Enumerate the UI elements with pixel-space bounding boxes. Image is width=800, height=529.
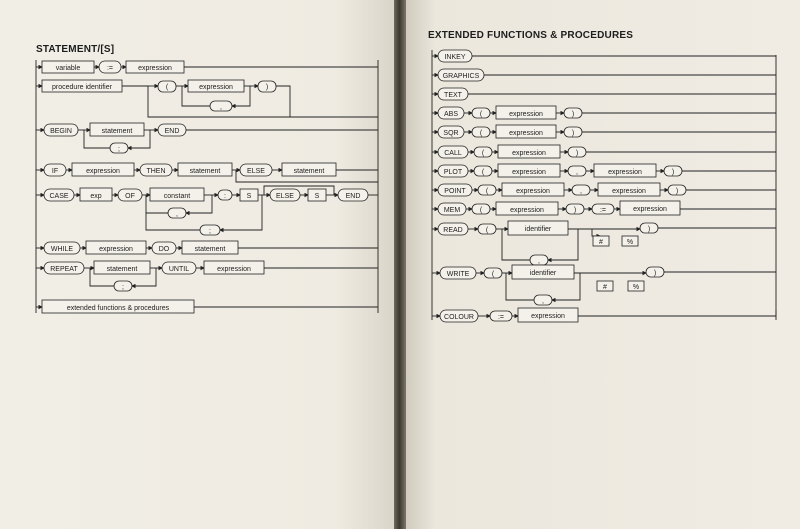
symbol-assign: := (106, 65, 114, 72)
symbol-semicolon: ; (118, 146, 120, 153)
symbol-close-paren: ) (575, 150, 579, 157)
symbol-comma: , (580, 188, 582, 195)
statement-title: STATEMENT/[S] (36, 44, 115, 55)
symbol-comma: , (538, 258, 540, 265)
diagram-row-inkey (432, 50, 776, 62)
keyword-plot: PLOT (443, 169, 463, 176)
diagram-row-read (432, 221, 776, 265)
box-constant: constant (163, 193, 191, 200)
box-expression: expression (199, 84, 233, 91)
box-expression: expression (138, 65, 172, 72)
keyword-if: IF (51, 168, 59, 175)
box-expression: expression (612, 188, 646, 195)
box-expression: expression (510, 207, 544, 214)
symbol-open-paren: ( (165, 84, 169, 91)
keyword-then: THEN (146, 168, 166, 175)
box-exp: exp (90, 193, 102, 200)
extended-functions-title: EXTENDED FUNCTIONS & PROCEDURES (428, 30, 634, 41)
box-statement: statement (194, 246, 226, 253)
keyword-abs: ABS (443, 111, 459, 118)
symbol-close-paren: ) (571, 130, 575, 137)
diagram-row-assign (36, 61, 378, 73)
keyword-while: WHILE (50, 246, 74, 253)
box-statement: statement (293, 168, 325, 175)
box-expression: expression (531, 313, 565, 320)
symbol-open-paren: ( (481, 169, 485, 176)
keyword-inkey: INKEY (444, 54, 466, 61)
box-identifier: identifier (529, 270, 557, 277)
keyword-end: END (164, 128, 180, 135)
symbol-open-paren: ( (479, 130, 483, 137)
symbol-comma: , (542, 298, 544, 305)
diagram-row-sqr (432, 125, 776, 138)
keyword-colour: COLOUR (444, 314, 474, 321)
box-expression: expression (516, 188, 550, 195)
keyword-call: CALL (444, 150, 462, 157)
keyword-of: OF (125, 193, 135, 200)
diagram-row-if (36, 163, 378, 182)
keyword-graphics: GRAPHICS (442, 73, 480, 80)
box-expression: expression (512, 169, 546, 176)
symbol-close-paren: ) (265, 84, 269, 91)
box-expression: expression (608, 169, 642, 176)
diagram-row-mem (432, 201, 776, 215)
diagram-row-graphics (432, 69, 776, 81)
box-procedure-identifier: procedure identifier (52, 84, 112, 91)
keyword-point: POINT (444, 188, 466, 195)
symbol-percent: % (626, 239, 634, 246)
keyword-do: DO (158, 246, 170, 253)
symbol-open-paren: ( (479, 111, 483, 118)
diagram-row-proc (36, 80, 378, 117)
box-expression: expression (217, 266, 251, 273)
symbol-close-paren: ) (671, 169, 675, 176)
symbol-hash: # (599, 239, 603, 246)
diagram-row-plot (432, 164, 776, 177)
diagram-row-write (432, 265, 776, 305)
keyword-mem: MEM (443, 207, 461, 214)
box-expression: expression (99, 246, 133, 253)
diagram-row-text (432, 88, 776, 100)
diagram-row-case (36, 186, 378, 235)
symbol-semicolon: ; (122, 284, 124, 291)
box-s: S (314, 193, 320, 200)
diagram-row-begin (36, 123, 378, 153)
symbol-close-paren: ) (675, 188, 679, 195)
box-statement: statement (189, 168, 221, 175)
keyword-begin: BEGIN (50, 128, 72, 135)
box-identifier: identifier (524, 226, 552, 233)
keyword-repeat: REPEAT (50, 266, 78, 273)
symbol-comma: , (220, 104, 222, 111)
symbol-assign: := (599, 207, 607, 214)
symbol-assign: := (497, 314, 505, 321)
keyword-read: READ (443, 227, 463, 234)
keyword-case: CASE (49, 193, 69, 200)
symbol-close-paren: ) (571, 111, 575, 118)
diagram-row-call (432, 145, 776, 158)
keyword-write: WRITE (446, 271, 470, 278)
symbol-close-paren: ) (647, 226, 651, 233)
keyword-text: TEXT (444, 92, 462, 99)
keyword-else: ELSE (247, 168, 265, 175)
diagram-row-while (36, 241, 378, 254)
box-expression: expression (509, 130, 543, 137)
symbol-semicolon: ; (209, 228, 211, 235)
box-extended-functions: extended functions & procedures (66, 305, 170, 312)
symbol-open-paren: ( (485, 188, 489, 195)
keyword-until: UNTIL (168, 266, 190, 273)
symbol-close-paren: ) (653, 270, 657, 277)
symbol-close-paren: ) (573, 207, 577, 214)
box-expression: expression (633, 206, 667, 213)
box-expression: expression (512, 150, 546, 157)
symbol-open-paren: ( (485, 227, 489, 234)
keyword-end: END (345, 193, 361, 200)
diagram-row-ext (36, 300, 378, 313)
keyword-else: ELSE (276, 193, 294, 200)
symbol-colon: : (224, 193, 226, 200)
symbol-open-paren: ( (479, 207, 483, 214)
keyword-sqr: SQR (443, 130, 459, 137)
symbol-percent: % (632, 284, 640, 291)
diagram-row-point (432, 183, 776, 196)
symbol-open-paren: ( (481, 150, 485, 157)
symbol-open-paren: ( (491, 271, 495, 278)
diagram-row-colour (432, 308, 776, 322)
box-statement: statement (101, 128, 133, 135)
box-expression: expression (86, 168, 120, 175)
diagram-row-abs (432, 106, 776, 119)
diagram-row-repeat (36, 261, 378, 291)
box-s: S (246, 193, 252, 200)
symbol-comma: , (576, 169, 578, 176)
symbol-comma: , (176, 211, 178, 218)
symbol-hash: # (603, 284, 607, 291)
box-statement: statement (106, 266, 138, 273)
box-expression: expression (509, 111, 543, 118)
box-variable: variable (55, 65, 81, 72)
